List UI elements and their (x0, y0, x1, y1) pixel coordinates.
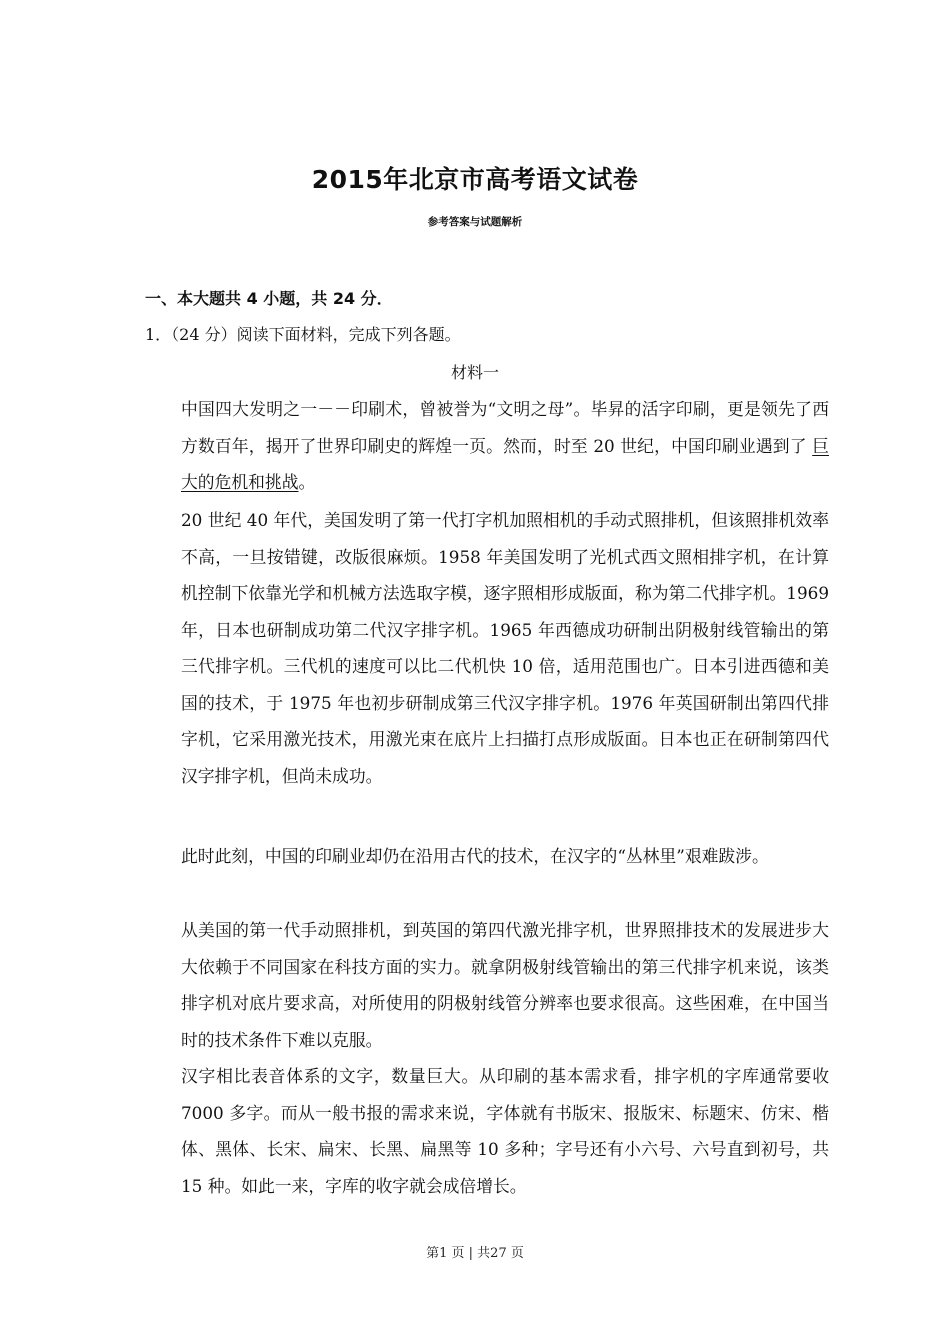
underlined-phrase: 巨大的危机和挑战 (181, 435, 829, 492)
paragraph-3: 此时此刻，中国的印刷业却仍在沿用古代的技术，在汉字的“丛林里”艰难跋涉。 (181, 846, 769, 866)
paragraph-1-text: 中国四大发明之一－－印刷术，曾被誉为“文明之母”。毕昇的活字印刷，更是领先了西方数百年，揭开了世界印刷史的辉煌一页。然而，时至 20 世纪，中国印刷业遇到了 (181, 399, 829, 456)
paragraph-1 (169, 391, 829, 501)
document-title: 2015年北京市高考语文试卷 (311, 165, 639, 194)
material-title: 材料一 (450, 363, 499, 382)
paragraph-5: 汉字相比表音体系的文字，数量巨大。从印刷的基本需求看，排字机的字库通常要收 7000 多字。而从一般书报的需求来说，字体就有书版宋、报版宋、标题宋、仿宋、楷体、黑体、长宋、扁宋、长黑、扁黑等 10 多种；字号还有小六号、六号直到初号，共 15 种。如此一来，字库的收字就会成倍增长。 (181, 1066, 829, 1196)
page-footer: 第1 页 | 共27 页 (426, 1246, 524, 1261)
section-heading: 一、本大题共 4 小题，共 24 分． (145, 289, 393, 308)
question-prompt: 1．（24 分）阅读下面材料，完成下列各题。 (145, 325, 461, 344)
document-subtitle: 参考答案与试题解析 (427, 216, 523, 228)
paragraph-1-end: 。 (298, 472, 316, 492)
paragraph-4: 从美国的第一代手动照排机，到英国的第四代激光排字机，世界照排技术的发展进步大大依赖于不同国家在科技方面的实力。就拿阴极射线管输出的第三代排字机来说，该类排字机对底片要求高，对所使用的阴极射线管分辨率也要求很高。这些困难，在中国当时的技术条件下难以克服。 (181, 920, 829, 1050)
paragraph-2: 20 世纪 40 年代，美国发明了第一代打字机加照相机的手动式照排机，但该照排机效率不高，一旦按错键，改版很麻烦。1958 年美国发明了光机式西文照相排字机，在计算机控制下依靠光学和机械方法选取字模，逐字照相形成版面，称为第二代排字机。1969 年，日本也研制成功第二代汉字排字机。1965 年西德成功研制出阴极射线管输出的第三代排字机。三代机的速度可以比二代机快 10 倍，适用范围也广。日本引进西德和美国的技术，于 1975 年也初步研制成第三代汉字排字机。1976 年英国研制出第四代排字机，它采用激光技术，用激光束在底片上扫描打点形成版面。日本也正在研制第四代汉字排字机，但尚未成功。 (181, 510, 829, 786)
